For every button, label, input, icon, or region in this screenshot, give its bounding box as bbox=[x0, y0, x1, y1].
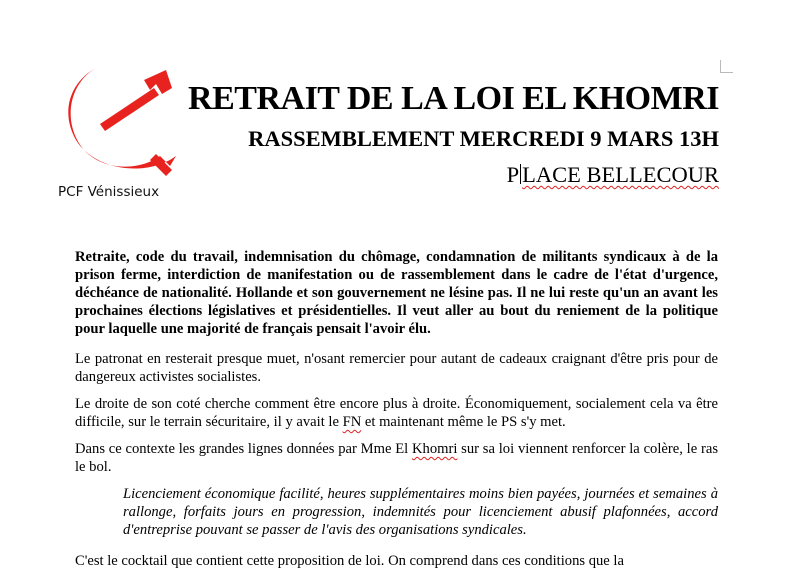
text-cursor bbox=[520, 164, 521, 184]
party-logo bbox=[52, 58, 182, 203]
subtitle-location: P LACE BELLECOUR bbox=[506, 162, 719, 187]
hammer-and-sickle-icon bbox=[56, 58, 178, 182]
paragraph-patronat: Le patronat en resterait presque muet, n'osant remercier pour autant de cadeaux craignant d'être pris pour de dangereux activistes socialistes. bbox=[75, 351, 718, 385]
subtitle-rally-date: RASSEMBLEMENT MERCREDI 9 MARS 13H bbox=[248, 126, 719, 151]
page-corner-mark bbox=[720, 60, 733, 73]
quote-paragraph: Licenciement économique facilité, heures supplémentaires moins bien payées, journées et semaines à rallonge, forfaits jours en progression, indemnités pour licenciement abusif plafonnées, accord d'entreprise pouvant se passer de l'avis des organisations syndicales. bbox=[123, 486, 718, 538]
page-title: RETRAIT DE LA LOI EL KHOMRI bbox=[188, 80, 719, 117]
paragraph-contexte: Dans ce contexte les grandes lignes données par Mme El Khomri sur sa loi viennent renforcer la colère, le ras le bol. bbox=[75, 441, 718, 475]
paragraph-cocktail: C'est le cocktail que contient cette proposition de loi. On comprend dans ces conditions que la bbox=[75, 553, 624, 569]
document-body[interactable] bbox=[75, 248, 718, 579]
logo-caption: PCF Vénissieux bbox=[58, 184, 160, 200]
lead-paragraph: Retraite, code du travail, indemnisation du chômage, condamnation de militants syndicaux à de la prison ferme, interdiction de manifestation ou de rassemblement dans le cadre de l'état d'urgence, déchéance de nationalité. Hollande et son gouvernement ne lésine pas. Il ne lui reste qu'un an avant les prochaines élections législatives et présidentielles. Il veut aller au bout du reniement de la politique pour laquelle une majorité de français pensait l'avoir élu. bbox=[75, 249, 718, 337]
paragraph-droite: Le droite de son coté cherche comment être encore plus à droite. Économiquement, socialement cela va être difficile, sur le terrain sécuritaire, il y avait le FN et maintenant même le PS s'y met. bbox=[75, 396, 718, 430]
